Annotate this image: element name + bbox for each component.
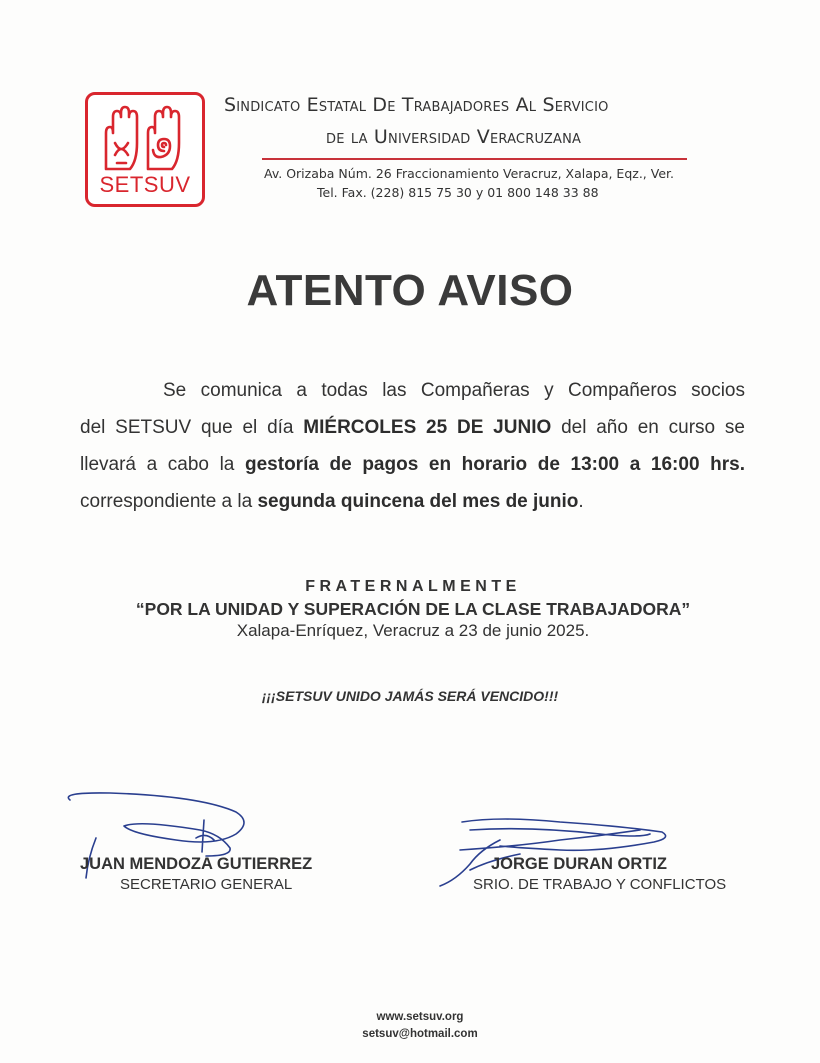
footer-email: setsuv@hotmail.com [362,1028,478,1040]
logo-text: SETSUV [99,172,191,197]
closing-motto: “POR LA UNIDAD Y SUPERACIÓN DE LA CLASE TRABAJADORA” [135,599,691,619]
org-phone: Tel. Fax. (228) 815 75 30 y 01 800 148 33 88 [317,185,599,200]
event-date: MIÉRCOLES 25 DE JUNIO [303,417,552,438]
pay-period: segunda quincena del mes de junio [257,491,579,512]
org-address: Av. Orizaba Núm. 26 Fraccionamiento Veracruz, Xalapa, Eqz., Ver. [264,166,674,181]
notice-title: ATENTO AVISO [246,266,574,315]
signatory-1-name: JUAN MENDOZA GUTIERREZ [80,855,313,873]
signatory-1-role: SECRETARIO GENERAL [120,876,293,893]
footer-website: www.setsuv.org [376,1011,464,1023]
body-text: . [578,491,584,512]
event-schedule: gestoría de pagos en horario de 13:00 a 16:00 hrs. [245,454,745,475]
body-text: del SETSUV que el día [80,417,304,438]
place-date: Xalapa-Enríquez, Veracruz a 23 de junio 2025. [236,621,590,640]
body-text: correspondiente a la [80,491,258,512]
org-name-line1: Sindicato Estatal De Trabajadores Al Servicio [224,94,609,116]
body-text: del año en curso se [551,417,745,438]
org-name-line2: de la Universidad Veracruzana [326,126,582,148]
union-slogan: ¡¡¡SETSUV UNIDO JAMÁS SERÁ VENCIDO!!! [261,688,559,704]
closing-fraternal: FRATERNALMENTE [305,578,521,595]
body-text: llevará a cabo la [80,454,245,475]
signatory-2-role: SRIO. DE TRABAJO Y CONFLICTOS [473,876,727,893]
signatory-2-name: JORGE DURAN ORTIZ [491,855,668,873]
body-line-1: Se comunica a todas las Compañeras y Compañeros socios [163,380,745,401]
